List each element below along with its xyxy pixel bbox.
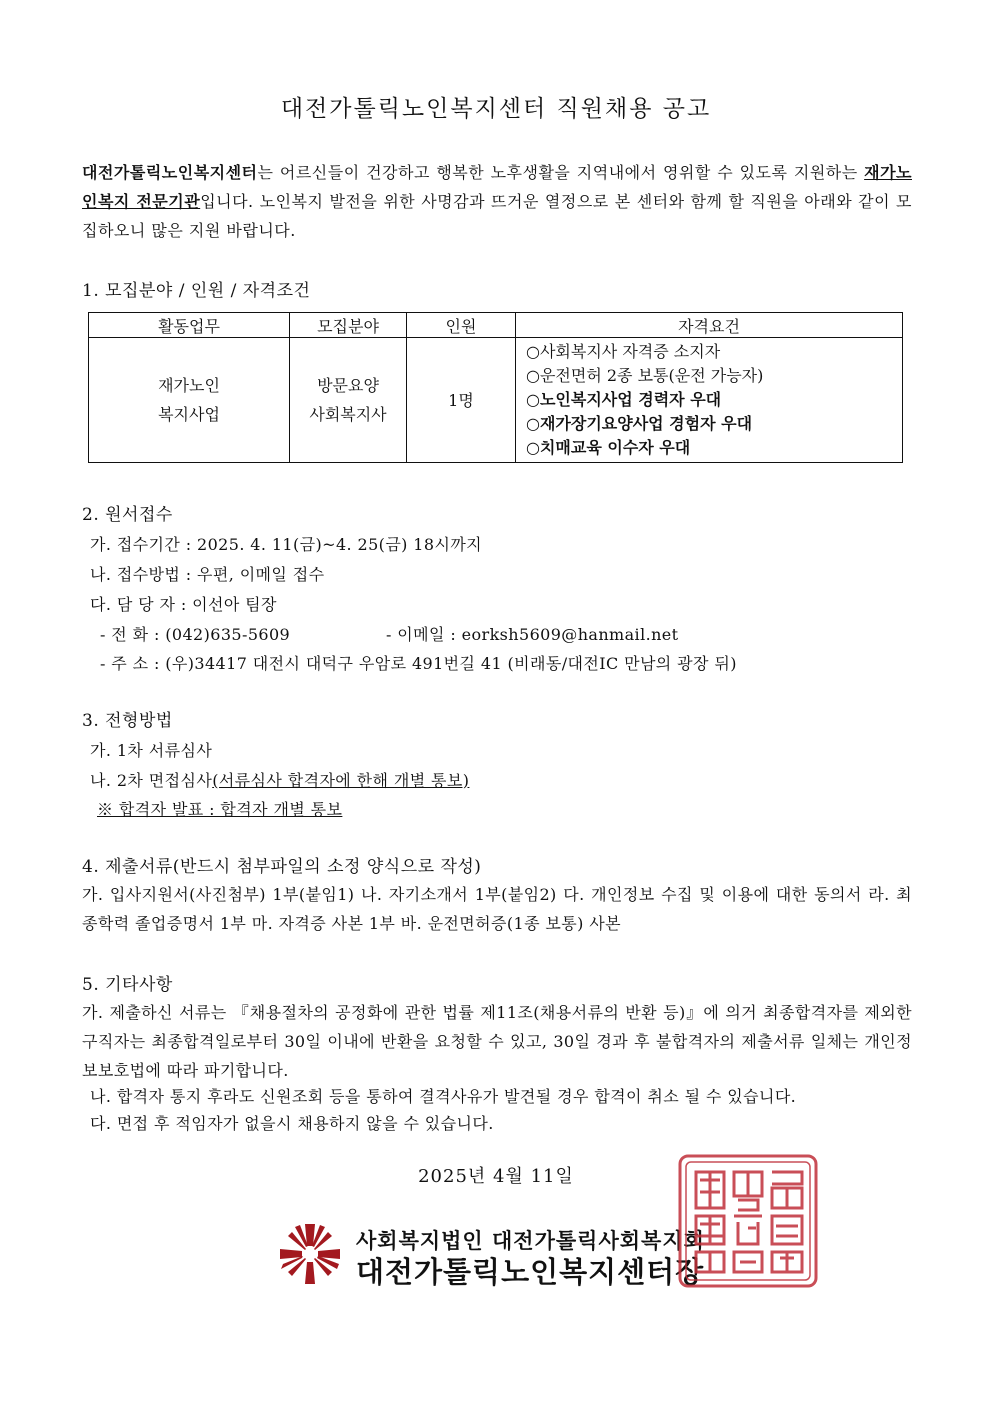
- cell-work: [89, 338, 290, 463]
- work-line-2: 복지사업: [158, 405, 220, 424]
- intro-paragraph: [82, 158, 912, 245]
- requirements-table: [88, 312, 903, 463]
- section1-heading: 1. 모집분야 / 인원 / 자격조건: [82, 281, 311, 301]
- application-period: 가. 접수기간 : 2025. 4. 11(금)~4. 25(금) 18시까지: [90, 535, 483, 554]
- intro-org-name: 대전가톨릭노인복지센터: [82, 163, 258, 182]
- result-notice: ※ 합격자 발표 : 합격자 개별 통보: [97, 800, 343, 819]
- header-work: 활동업무: [89, 313, 290, 338]
- footer-org-line-1: 사회복지법인 대전가톨릭사회복지회: [356, 1229, 705, 1253]
- header-qualification: 자격요건: [516, 313, 903, 338]
- intro-text-1: 는 어르신들이 건강하고 행복한 노후생활을 지역내에서 영위할 수 있도록 지원하는: [257, 163, 865, 182]
- contact-phone: - 전 화 : (042)635-5609: [100, 625, 291, 644]
- misc-item-1: 가. 제출하신 서류는 『채용절차의 공정화에 관한 법률 제11조(채용서류의 반환 등)』에 의거 최종합격자를 제외한 구직자는 최종합격일로부터 30일 이내에 반환을 요청할 수 있고, 30일 경과 후 불합격자의 제출서류 일체는 개인정보보호법에 따라 파기합니다.: [82, 1003, 912, 1080]
- field-line-1: 방문요양: [317, 376, 379, 395]
- header-count: 인원: [407, 313, 516, 338]
- notice-date: 2025년 4월 11일: [418, 1166, 574, 1187]
- application-method: 나. 접수방법 : 우편, 이메일 접수: [90, 565, 325, 584]
- caritas-cross-logo-icon: [278, 1222, 342, 1286]
- section3-heading: 3. 전형방법: [82, 711, 173, 731]
- section5-heading: 5. 기타사항: [82, 975, 173, 995]
- qualification-item: [526, 412, 892, 436]
- page-title: 대전가톨릭노인복지센터 직원채용 공고: [280, 96, 712, 122]
- intro-text-2: 입니다. 노인복지 발전을 위한 사명감과 뜨거운 열정으로 본 센터와 함께 할 직원을 아래와 같이 모집하오니 많은 지원 바랍니다.: [82, 192, 913, 240]
- cell-qualifications: [516, 338, 903, 463]
- cell-count: 1명: [407, 338, 516, 463]
- qualification-item: ○사회복지사 자격증 소지자: [526, 342, 721, 361]
- contact-address: - 주 소 : (우)34417 대전시 대덕구 우암로 491번길 41 (비래동/대전IC 만남의 광장 뒤): [100, 654, 737, 673]
- misc-item-3: 다. 면접 후 적임자가 없을시 채용하지 않을 수 있습니다.: [90, 1114, 494, 1133]
- cell-field: [290, 338, 407, 463]
- misc-item-2: 나. 합격자 통지 후라도 신원조회 등을 통하여 결격사유가 발견될 경우 합격이 취소 될 수 있습니다.: [90, 1087, 797, 1106]
- contact-email: - 이메일 : eorksh5609@hanmail.net: [386, 625, 679, 644]
- official-seal-stamp-icon: [676, 1152, 820, 1290]
- table-row: [89, 338, 903, 463]
- header-field: 모집분야: [290, 313, 407, 338]
- selection-step-2-note: (서류심사 합격자에 한해 개별 통보): [212, 771, 470, 790]
- footer-org-line-2: 대전가톨릭노인복지센터장: [356, 1255, 705, 1289]
- section4-heading: 4. 제출서류(반드시 첨부파일의 소정 양식으로 작성): [82, 857, 482, 877]
- qualification-item: [526, 436, 892, 460]
- selection-step-2: [90, 768, 469, 791]
- qualification-item-bold: ○노인복지사업 경력자 우대: [526, 390, 722, 409]
- field-line-2: 사회복지사: [309, 405, 387, 424]
- qualification-item-bold: ○치매교육 이수자 우대: [526, 438, 691, 457]
- table-header-row: [89, 313, 903, 338]
- section2-heading: 2. 원서접수: [82, 505, 173, 525]
- selection-step-2-label: 나. 2차 면접심사: [90, 771, 213, 790]
- qualification-item-bold: ○재가장기요양사업 경험자 우대: [526, 414, 753, 433]
- contact-person: 다. 담 당 자 : 이선아 팀장: [90, 595, 277, 614]
- qualification-item: [526, 388, 892, 412]
- qualification-item: ○운전면허 2종 보통(운전 가능자): [526, 366, 764, 385]
- intro-institution: 재가노인복지 전문기관: [82, 163, 912, 211]
- work-line-1: 재가노인: [158, 376, 220, 395]
- selection-step-1: 가. 1차 서류심사: [90, 741, 213, 760]
- documents-text: 가. 입사지원서(사진첨부) 1부(붙임1) 나. 자기소개서 1부(붙임2) 다. 개인정보 수집 및 이용에 대한 동의서 라. 최종학력 졸업증명서 1부 마. 자격증 사본 1부 바. 운전면허증(1종 보통) 사본: [82, 885, 912, 933]
